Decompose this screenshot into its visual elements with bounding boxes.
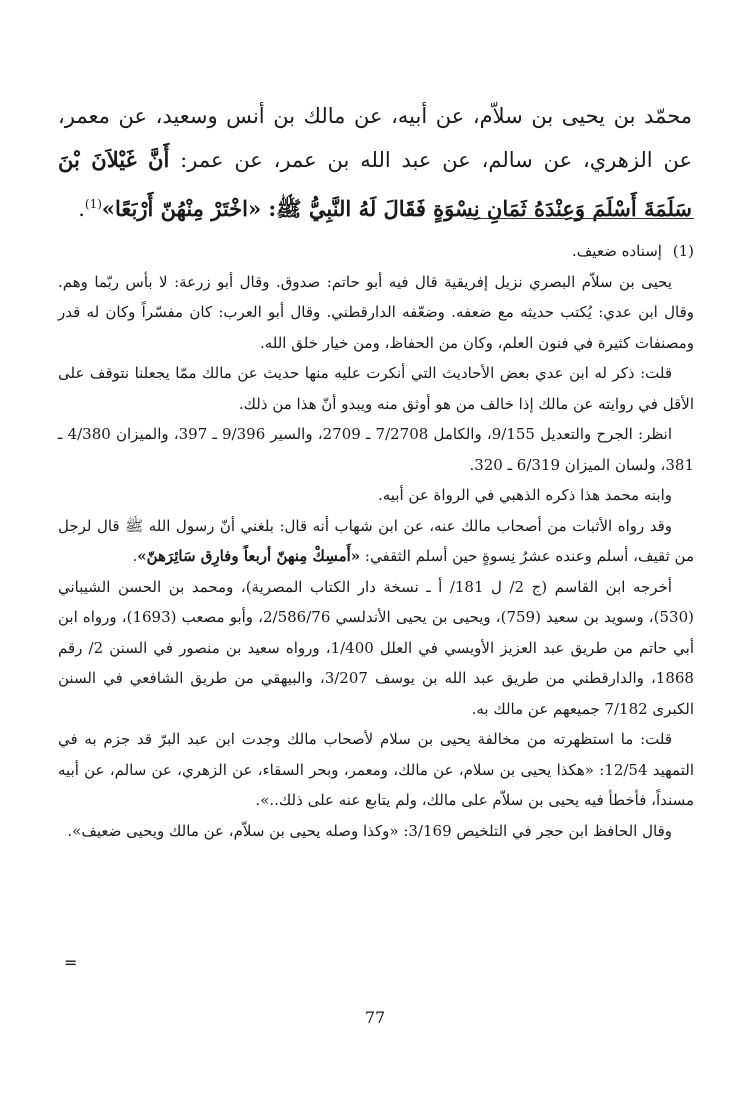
note-paragraph-son: وابنه محمد هذا ذكره الذهبي في الرواة عن أبيه. <box>377 486 672 504</box>
note-paragraph-opinion: قلت: ذكر له ابن عدي بعض الأحاديث التي أنكرت عليه منها حديث عن مالك ممّا يجعلنا نتوقف على الأقل في روايته عن مالك إذا خالف من هو أوثق منه ويبدو أنّ هذا من ذلك. <box>58 364 694 413</box>
note-paragraph-references: انظر: الجرح والتعديل 9/155، والكامل 7/2708 ـ 2709، والسير 9/396 ـ 397، والميزان 4/380 ـ 381، ولسان الميزان 6/319 ـ 320. <box>58 425 694 474</box>
footnote-heading: إسناده ضعيف. <box>572 242 662 260</box>
main-paragraph <box>58 94 692 231</box>
page-number: 77 <box>364 1008 386 1027</box>
footnotes <box>58 236 694 846</box>
footnote-reference[interactable]: (1) <box>84 197 102 211</box>
zuhri-end: . <box>132 547 138 565</box>
note-paragraph-ibn-hajar: وقال الحافظ ابن حجر في التلخيص 3/169: «وكذا وصله يحيى بن سلاّم، عن مالك ويحيى ضعيف». <box>67 821 672 840</box>
zuhri-text: وقد رواه الأثبات من أصحاب مالك عنه، عن ابن شهاب أنه قال: بلغني أنّ رسول الله ﷺ قال لرجل من ثقيف، أسلم وعنده عشرُ نِسوةٍ حين أسلم الثقفي: <box>58 516 694 565</box>
zuhri-quote: «أَمسِكْ مِنهنّ أربعاً وفارِق سَائِرَهنّ» <box>137 547 361 565</box>
end-mark: . <box>78 197 85 221</box>
main-text <box>58 94 692 231</box>
note-paragraph-narrator: يحيى بن سلاّم البصري نزيل إفريقية قال فيه أبو حاتم: صدوق. وقال أبو زرعة: لا بأس ربّما وهم. وقال ابن عدي: يُكتب حديثه مع ضعفه. وضعّفه الدارقطني. وقال أبو العرب: كان مفسّراً وكان له قدر ومصنفات كثيرة في فنون العلم، وكان من الحفاظ، ومن خيار خلق الله. <box>58 272 694 352</box>
isnad-text: محمّد بن يحيى بن سلاّم، عن أبيه، عن مالك بن أنس وسعيد، عن معمر، عن الزهري، عن سالم، عن عبد الله بن عمر، عن عمر: <box>58 104 692 172</box>
continuation-mark: = <box>64 953 78 972</box>
footnote-divider <box>466 218 694 219</box>
footnote-number: (1) <box>672 242 694 260</box>
footnote-heading-line <box>58 236 694 267</box>
note-paragraph-ibn-abd-al-barr: قلت: ما استظهرته من مخالفة يحيى بن سلام لأصحاب مالك وجدت ابن عبد البرّ قد جزم به في التمهيد 12/54: «هكذا يحيى بن سلام، عن مالك، ومعمر، وبحر السقاء، عن الزهري، عن سالم، عن أبيه مسنداً، فأخطأ فيه يحيى بن سلاّم على مالك، ولم يتابع عنه على ذلك..». <box>58 730 694 809</box>
hadith-narration: أَنَّ غَيْلاَنَ بْنَ سَلَمَةَ أَسْلَمَ وَعِنْدَهُ ثَمَانِ نِسْوَةٍ فَقَالَ لَهُ النَّبِيُّ ﷺ: <box>58 147 692 221</box>
note-paragraph-zuhri <box>58 511 694 572</box>
hadith-quote: «اخْتَرْ مِنْهُنّ أَرْبَعًا» <box>101 196 262 221</box>
note-paragraph-takhrij: أخرجه ابن القاسم (ج 2/ ل 181/ أ ـ نسخة دار الكتاب المصرية)، ومحمد بن الحسن الشيباني (530)، وسويد بن سعيد (759)، ويحيى بن يحيى الأندلسي 2/586/76، وأبو مصعب (1693)، ورواه ابن أبي حاتم من طريق عبد العزيز الأويسي في العلل 1/400، ورواه سعيد بن منصور في السنن 2/ رقم 1868، والدارقطني من طريق عبد الله بن يوسف 3/207، والبيهقي من طريق الشافعي في السنن الكبرى 7/182 جميعهم عن مالك به. <box>58 577 695 718</box>
